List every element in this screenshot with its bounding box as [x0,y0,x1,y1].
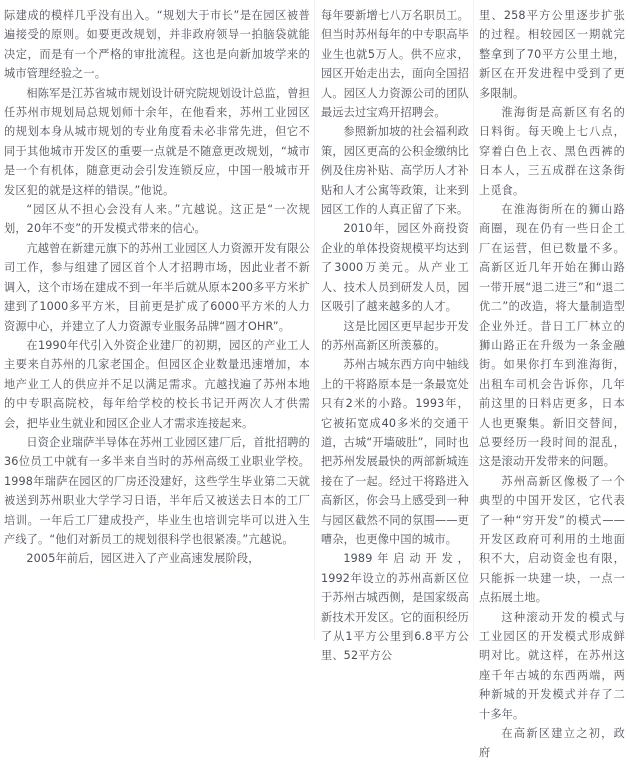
text-column-1 [4,6,310,569]
paragraph: 里、258平方公里逐步扩张的过程。相较园区一期就完整拿到了70平方公里土地，新区在开发进程中受到了更多限制。 [479,9,625,100]
paragraph: “园区从不担心会没有人来。”亢越说。这正是“一次规划，20年不变”的开发模式带来的信心。 [4,203,310,236]
paragraph: 苏州古城东西方向中轴线上的干将路原本是一条最宽处只有2米的小路。1993年，它被拓宽成40多米的交通干道，古城“开墙破肚”，同时也把苏州发展最快的两部新城连接在了一起。经过干将路进入高新区，你会马上感受到一种与园区截然不同的氛围——更嘈杂，也更像中国的城市。 [321,358,469,546]
paragraph: 这是比园区更早起步开发的苏州高新区所羡慕的。 [321,319,469,352]
paragraph: 参照新加坡的社会福利政策，园区更高的公积金缴纳比例及住房补贴、高学历人才补贴和人才公寓等政策，让来到园区工作的人真正留了下来。 [321,125,469,217]
paragraph: 2010年，园区外商投资企业的单体投资规模平均达到了3000万美元。从产业工人、技术人员到研发人员，园区吸引了越来越多的人才。 [321,222,469,314]
paragraph: 1989年启动开发，1992年设立的苏州高新区位于苏州古城西侧，是国家级高新技术开发区。它的面积经历了从1平方公里到6.8平方公里、52平方公 [321,552,469,663]
paragraph: 在高新区建立之初，政府 [479,727,625,760]
text-column-2 [321,6,469,666]
column-gutter [314,0,315,640]
paragraph: 日资企业瑞萨半导体在苏州工业园区建厂后，首批招聘的36位员工中就有一多半来自当时的苏州高级工业职业学校。1998年瑞萨在园区的厂房还没建好，这些学生毕业第二天就被送到苏州职业大学学习日语，半年后又被送去日本的工厂培训。一年后工厂建成投产，毕业生也培训完毕可以进入生产线了。“他们对新员工的规划很科学也很紧凑。”亢越说。 [4,435,310,546]
paragraph: 淮海街是高新区有名的日料街。每天晚上七八点，穿着白色上衣、黑色西裤的日本人，三五成群在这条街上觅食。 [479,106,625,197]
paragraph: 苏州高新区像极了一个典型的中国开发区，它代表了一种“穷开发”的模式——开发区政府可利用的土地面积不大，启动资金也有限，只能拆一块建一块，一点一点拓展土地。 [479,474,625,605]
column-gutter [473,0,474,640]
paragraph: 亢越曾在新建元旗下的苏州工业园区人力资源开发有限公司工作，参与组建了园区首个人才招聘市场，因此业者不新调入，这个市场在建成不到一年半后就从原本200多平方米扩建到了1000多平方米，目前更是扩成了6000平方米的人力资源中心，并建立了人力资源专业服务品牌“圆才OHR”。 [4,241,310,333]
paragraph: 相陈军是江苏省城市规划设计研究院规划设计总监，曾担任苏州市规划局总规划师十余年，在他看来，苏州工业园区的规划本身从城市规划的专业角度看未必非常先进，但它不同于其他城市开发区的重要一点就是不随意更改规划，“城市是一个有机体，随意更动会引发连锁反应，中国一般城市开发区犯的就是这样的错误。”他说。 [4,86,310,197]
text-column-3 [479,6,625,763]
paragraph: 在1990年代引入外资企业建厂的初期，园区的产业工人主要来自苏州的几家老国企。但园区企业数量迅速增加，本地产业工人的供应并不足以满足需求。亢越找遍了苏州本地的中专职高院校，每年给学校的校长书记开两次人才供需会，把毕业生就业和园区企业人才需求连接起来。 [4,338,310,430]
paragraph: 每年要新增七八万名职员工。但当时苏州每年的中专职高毕业生也就5万人。供不应求，园区开始走出去，面向全国招人。园区人力资源公司的团队最远去过宝鸡开招聘会。 [321,9,469,120]
paragraph: 这种滚动开发的模式与工业园区的开发模式形成鲜明对比。就这样，在苏州这座千年古城的东西两端，两种新城的开发模式并存了二十多年。 [479,610,625,721]
paragraph: 在淮海街所在的狮山路商圈，现在仍有一些日企工厂在运营，但已数量不多。高新区近几年开始在狮山路一带开展“退二进三”和“退二优二”的改造，将大量制造型企业外迁。昔日工厂林立的狮山路正在升级为一条金融街。如果你打车到淮海街，出租车司机会告诉你，几年前这里的日料店更多，日本人也更聚集。新旧交替间，总要经历一段时间的混乱，这是滚动开发带来的问题。 [479,203,625,469]
paragraph: 际建成的模样几乎没有出入。“规划大于市长”是在园区被普遍接受的原则。如要更改规划，并非政府领导一拍脑袋就能决定，而是有一个严格的审批流程。这也是向新加坡学来的城市管理经验之一。 [4,9,310,81]
paragraph: 2005年前后，园区进入了产业高速发展阶段， [26,552,260,566]
